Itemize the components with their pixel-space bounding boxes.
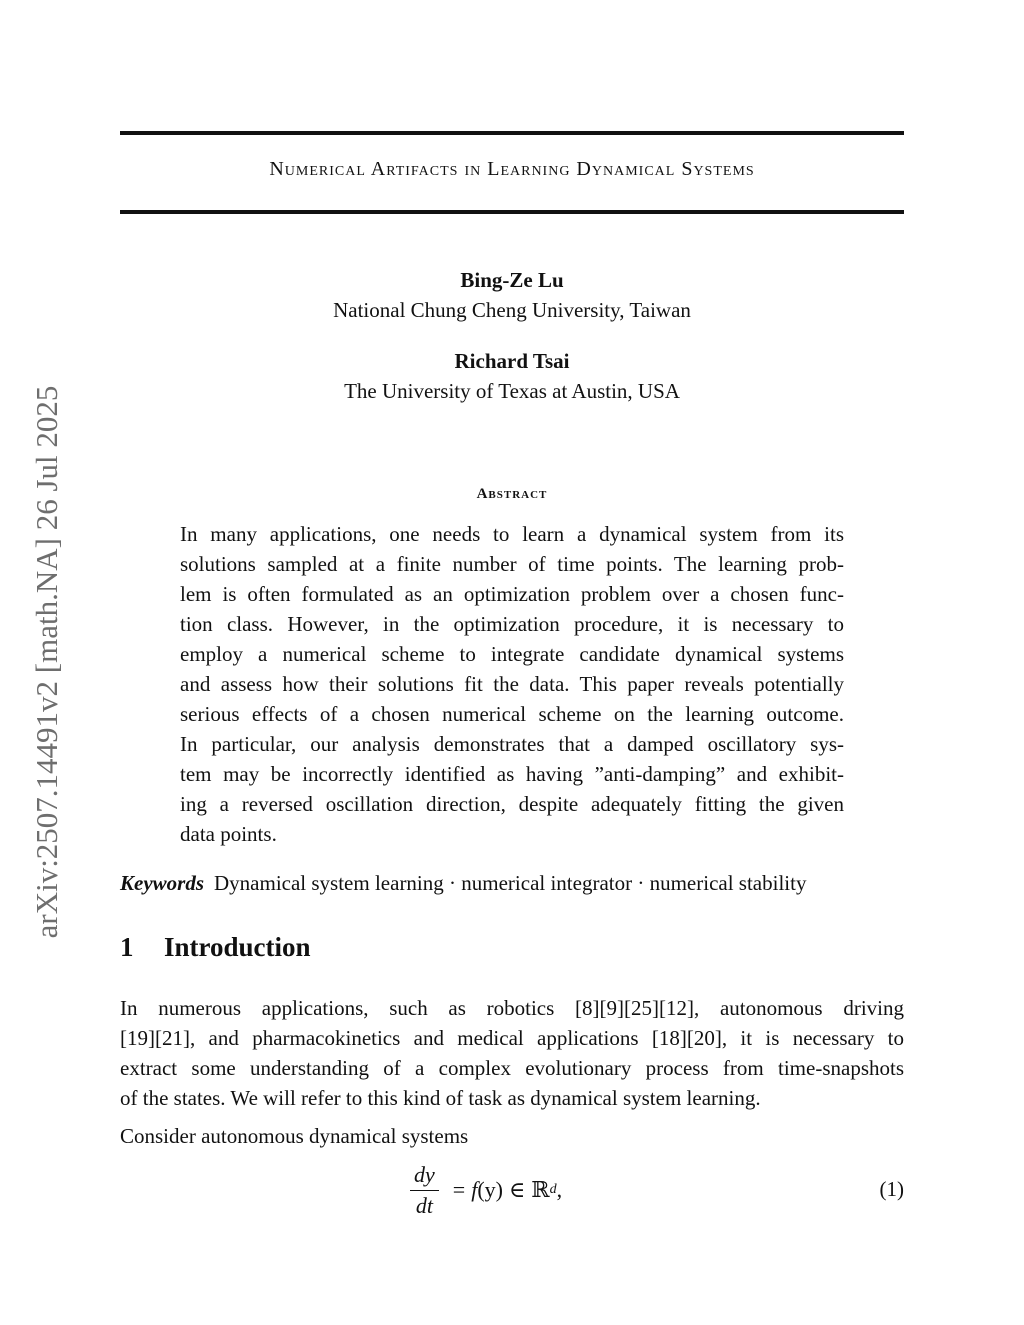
keywords-label: Keywords bbox=[120, 871, 204, 895]
paper-title: Numerical Artifacts in Learning Dynamical Systems bbox=[269, 158, 755, 180]
element-of-symbol: ∈ bbox=[508, 1177, 526, 1202]
author-affiliation: The University of Texas at Austin, USA bbox=[344, 379, 680, 403]
abstract-line: tem may be incorrectly identified as having ”anti-damping” and exhibit- bbox=[180, 762, 844, 786]
abstract-line: In many applications, one needs to learn a dynamical system from its bbox=[180, 522, 844, 546]
abstract-body bbox=[180, 519, 844, 849]
abstract-heading: Abstract bbox=[476, 486, 548, 502]
function-symbol: f bbox=[471, 1177, 478, 1202]
author-name: Richard Tsai bbox=[454, 349, 570, 373]
keywords-text: Dynamical system learning · numerical integrator · numerical stability bbox=[214, 871, 807, 895]
author-name: Bing-Ze Lu bbox=[460, 268, 564, 292]
keywords bbox=[120, 871, 904, 896]
abstract-line: In particular, our analysis demonstrates that a damped oscillatory sys- bbox=[180, 732, 844, 756]
equation-1: $\frac{dy}{dt}$ = f (y) ∈ ℝ d , bbox=[410, 1160, 562, 1220]
intro-line: extract some understanding of a complex evolutionary process from time-snapshots bbox=[120, 1056, 904, 1080]
abstract-line: solutions sampled at a finite number of time points. The learning prob- bbox=[180, 552, 844, 576]
abstract-line: lem is often formulated as an optimization problem over a chosen func- bbox=[180, 582, 844, 606]
abstract-line: data points. bbox=[180, 822, 277, 846]
equation-number: (1) bbox=[879, 1177, 904, 1201]
intro-line: [19][21], and pharmacokinetics and medical applications [18][20], it is necessary to bbox=[120, 1026, 904, 1050]
section-number: 1 bbox=[120, 932, 134, 962]
title-rule-top bbox=[120, 131, 904, 135]
fraction-denominator: dt bbox=[415, 1192, 433, 1218]
function-argument: (y) bbox=[477, 1177, 503, 1202]
fraction-numerator: dy bbox=[410, 1162, 439, 1191]
section-heading bbox=[120, 932, 311, 963]
title-rule-bottom bbox=[120, 210, 904, 214]
intro-line: of the states. We will refer to this kind of task as dynamical system learning. bbox=[120, 1086, 761, 1110]
equals-sign: = bbox=[452, 1177, 466, 1202]
real-numbers-symbol: ℝ bbox=[531, 1177, 550, 1202]
arxiv-identifier: arXiv:2507.14491v2 [math.NA] 26 Jul 2025 bbox=[29, 385, 64, 939]
author-affiliation: National Chung Cheng University, Taiwan bbox=[333, 298, 691, 322]
intro-consider-text: Consider autonomous dynamical systems bbox=[120, 1124, 469, 1148]
abstract-line: and assess how their solutions fit the data. This paper reveals potentially bbox=[180, 672, 844, 696]
abstract-line: tion class. However, in the optimization procedure, it is necessary to bbox=[180, 612, 844, 636]
abstract-line: serious effects of a chosen numerical scheme on the learning outcome. bbox=[180, 702, 844, 726]
derivative-fraction bbox=[410, 1162, 439, 1219]
abstract-line: employ a numerical scheme to integrate candidate dynamical systems bbox=[180, 642, 844, 666]
intro-paragraph bbox=[120, 993, 904, 1113]
section-title: Introduction bbox=[164, 932, 311, 962]
abstract-line: ing a reversed oscillation direction, despite adequately fitting the given bbox=[180, 792, 844, 816]
equation-comma: , bbox=[556, 1177, 563, 1202]
intro-line: In numerous applications, such as robotics [8][9][25][12], autonomous driving bbox=[120, 996, 904, 1020]
